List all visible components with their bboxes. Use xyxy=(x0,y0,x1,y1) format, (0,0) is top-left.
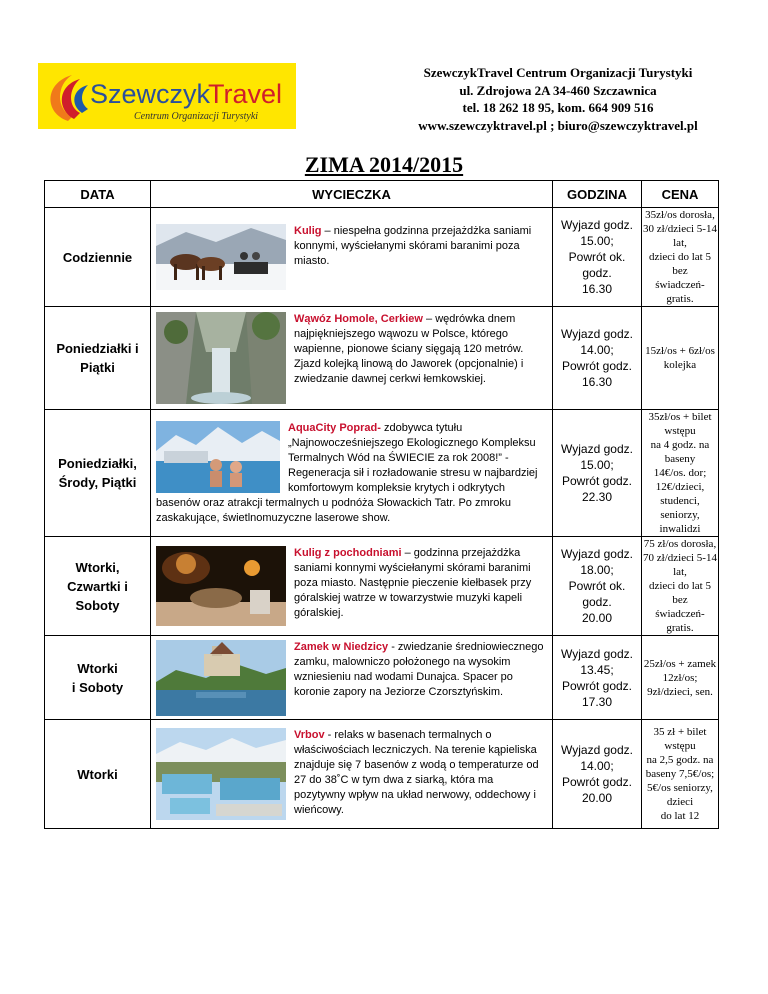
hour-line: 15.00; xyxy=(580,458,614,472)
day-label: i Soboty xyxy=(71,679,124,695)
trip-name: Wąwóz Homole, Cerkiew xyxy=(294,313,423,325)
hour-cell xyxy=(553,636,642,720)
hour-line: Powrót godz. xyxy=(561,678,633,693)
day-label: Czwartki i xyxy=(67,578,128,594)
day-label: Wtorki xyxy=(77,660,118,676)
price-cell xyxy=(642,410,719,537)
price-line: 35 zł + bilet wstępu xyxy=(653,726,707,752)
hour-line: Wyjazd godz. xyxy=(561,547,633,561)
trip-description: - relaks w basenach termalnych o właściwościach leczniczych. Na terenie kąpieliska znajduje się 7 basenów z wodą o temperaturze od 27 do 38˚C w tym dwa z siarką, która ma pozytywny wpływ na układ nerwowy, oddechowy i wieńcowy. xyxy=(294,729,539,816)
contact-block xyxy=(398,64,718,134)
gorge-waterfall-photo xyxy=(156,312,286,404)
trip-name: Kulig xyxy=(294,225,322,237)
thermal-pools-photo xyxy=(156,728,286,820)
hour-line: 18.00; xyxy=(580,563,614,577)
company-logo xyxy=(38,63,296,129)
hour-cell xyxy=(553,208,642,307)
horse-sleigh-snow-photo xyxy=(156,224,286,290)
trip-description: – godzinna przejażdżka saniami konnymi wyściełanymi skórami baranimi poza miasto. Następnie pieczenie kiełbasek przy góralskiej watrze w towarzystwie muzyki kapeli góralskiej. xyxy=(294,547,532,619)
price-line: na 4 godz. na baseny xyxy=(650,439,710,465)
hour-line: 22.30 xyxy=(581,490,613,504)
trip-cell xyxy=(151,636,553,720)
hour-line: 14.00; xyxy=(580,759,614,773)
price-cell xyxy=(642,208,719,307)
price-line: dzieci do lat 5 bez xyxy=(648,251,711,277)
hour-line: Powrót godz. xyxy=(561,474,633,488)
trip-description: - zwiedzanie średniowiecznego zamku, malowniczo położonego na wysokim wzniesieniu nad wodami Dunajca. Spacer po koronie zapory na Jeziorze Czorsztyńskim. xyxy=(294,640,544,698)
day-label: Poniedziałki, xyxy=(58,456,137,471)
trip-name: AquaCity Poprad- xyxy=(288,421,381,434)
price-line: 70 zł/dzieci 5-14 lat, xyxy=(643,552,717,578)
contact-phone: tel. 18 262 18 95, kom. 664 909 516 xyxy=(462,100,654,115)
day-cell xyxy=(45,636,151,720)
hour-line: Wyjazd godz. xyxy=(561,442,633,456)
price-line: do lat 12 xyxy=(660,810,700,822)
hour-line: Wyjazd godz. xyxy=(561,218,633,232)
trip-cell xyxy=(151,720,553,829)
day-label: Piątki xyxy=(80,360,115,375)
price-line: 9zł/dzieci, sen. xyxy=(647,685,713,698)
hour-line: 13.45; xyxy=(580,662,614,677)
price-line: 12€/dzieci, studenci, xyxy=(655,481,705,507)
table-row xyxy=(45,410,719,537)
hour-line: Powrót godz. xyxy=(561,359,633,373)
price-cell xyxy=(642,636,719,720)
price-line: seniorzy, inwalidzi xyxy=(659,509,701,535)
hour-line: 15.00; xyxy=(580,234,614,248)
trip-name: Zamek w Niedzicy xyxy=(294,640,389,653)
price-line: świadczeń- gratis. xyxy=(655,608,705,634)
trip-description: – niespełna godzinna przejażdżka saniami konnymi, wyściełanymi skórami baranimi poza miasto. xyxy=(294,225,532,267)
price-line: dzieci do lat 5 bez xyxy=(648,580,711,606)
price-line: 15zł/os + 6zł/os xyxy=(645,345,715,357)
price-line: 12zł/os; xyxy=(662,671,698,684)
price-line: 30 zł/dzieci 5-14 lat, xyxy=(643,223,717,249)
night-torch-sleigh-photo xyxy=(156,546,286,626)
hour-line: 20.00 xyxy=(581,791,613,805)
column-header-price: CENA xyxy=(642,181,719,208)
hour-cell xyxy=(553,307,642,410)
day-label: Środy, Piątki xyxy=(58,475,137,490)
hour-line: 16.30 xyxy=(581,375,613,389)
hour-line: Wyjazd godz. xyxy=(561,327,633,341)
logo-brand-part1: Szewczyk xyxy=(90,79,211,109)
hour-line: Powrót ok. godz. xyxy=(568,250,626,280)
hour-cell xyxy=(553,537,642,636)
contact-web-email[interactable]: www.szewczyktravel.pl ; biuro@szewczyktravel.pl xyxy=(418,117,698,133)
hour-line: Wyjazd godz. xyxy=(561,646,633,661)
aquapark-pool-photo xyxy=(156,421,280,493)
day-label: Soboty xyxy=(75,597,120,613)
day-label: Wtorki, xyxy=(75,559,120,575)
trip-description: zdobywca tytułu „Najnowocześniejszego Ekologicznego Kompleksu Termalnych Wód na ŚWIECIE za rok 2008!” - Regeneracja sił i rozładowanie stresu w najbardziej komfortowym kompleksie krytych i odkrytych basenów oraz atrakcji termalnych u podnóża Słowackich Tatr. Po zmroku zaskakujące, świetlnomuzyczne laserowe show. xyxy=(156,421,538,524)
price-line: kolejka xyxy=(663,359,697,371)
contact-company: SzewczykTravel Centrum Organizacji Turystyki xyxy=(423,65,693,80)
table-row xyxy=(45,307,719,410)
day-label: Codziennie xyxy=(62,249,133,265)
price-cell xyxy=(642,720,719,829)
column-header-hour: GODZINA xyxy=(553,181,642,208)
price-cell xyxy=(642,537,719,636)
day-cell xyxy=(45,410,151,537)
table-row xyxy=(45,720,719,829)
hour-line: Powrót ok. godz. xyxy=(568,579,626,609)
day-cell xyxy=(45,537,151,636)
trip-description: – wędrówka dnem najpiękniejszego wąwozu w Polsce, którego wapienne, pionowe ściany sięgają 120 metrów. Zjazd kolejką linową do Jaworek (opcjonalnie) i zwiedzanie dawnej cerkwi łemkowskiej. xyxy=(294,313,524,385)
contact-address: ul. Zdrojowa 2A 34-460 Szczawnica xyxy=(459,82,657,98)
trip-cell xyxy=(151,537,553,636)
table-header-row xyxy=(45,181,719,208)
logo-brand-part2: Travel xyxy=(208,79,283,109)
hour-line: Powrót godz. xyxy=(561,775,633,789)
logo-swoosh-blue xyxy=(74,85,88,113)
price-line: na 2,5 godz. na xyxy=(646,754,714,766)
day-cell xyxy=(45,307,151,410)
day-cell xyxy=(45,720,151,829)
hour-line: 16.30 xyxy=(581,282,613,296)
price-line: 35zł/os + bilet wstępu xyxy=(648,411,712,437)
trip-cell xyxy=(151,410,553,537)
hour-line: Wyjazd godz. xyxy=(561,743,633,757)
page-title: ZIMA 2014/2015 xyxy=(304,152,464,177)
day-label: Poniedziałki i xyxy=(56,341,139,356)
hour-line: 20.00 xyxy=(581,611,613,625)
price-line: 25zł/os + zamek xyxy=(643,657,717,670)
table-row xyxy=(45,636,719,720)
trip-name: Kulig z pochodniami xyxy=(294,547,402,559)
trip-cell xyxy=(151,208,553,307)
schedule-table xyxy=(44,180,719,829)
price-line: świadczeń- gratis. xyxy=(655,279,705,305)
trip-cell xyxy=(151,307,553,410)
price-line: baseny 7,5€/os; xyxy=(645,768,715,780)
hour-cell xyxy=(553,720,642,829)
price-line: 5€/os seniorzy, dzieci xyxy=(647,782,713,808)
hour-cell xyxy=(553,410,642,537)
price-line: 75 zł/os dorosła, xyxy=(643,538,717,550)
logo-tagline: Centrum Organizacji Turystyki xyxy=(134,111,259,122)
price-line: 14€/os. dor; xyxy=(653,467,707,479)
table-row xyxy=(45,537,719,636)
column-header-date: DATA xyxy=(45,181,151,208)
table-row xyxy=(45,208,719,307)
castle-lake-photo xyxy=(156,640,286,716)
column-header-trip: WYCIECZKA xyxy=(151,181,553,208)
trip-name: Vrbov xyxy=(294,729,325,741)
hour-line: 14.00; xyxy=(580,343,614,357)
day-cell xyxy=(45,208,151,307)
price-line: 35zł/os dorosła, xyxy=(645,209,715,221)
hour-line: 17.30 xyxy=(581,694,613,709)
price-cell xyxy=(642,307,719,410)
day-label: Wtorki xyxy=(77,766,118,782)
